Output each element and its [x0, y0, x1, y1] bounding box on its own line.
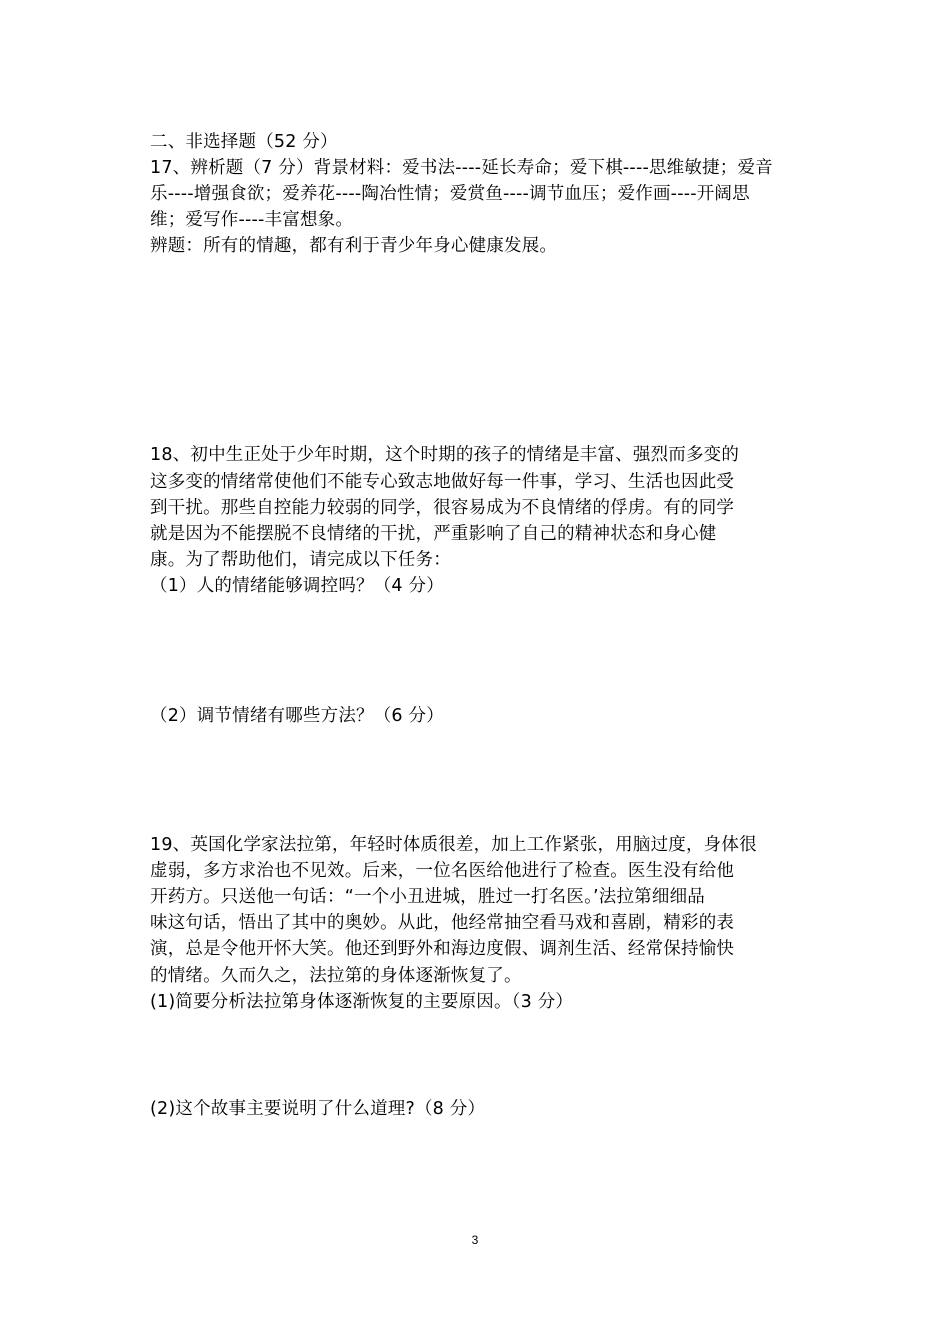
- q19-line: 演，总是令他开怀大笑。他还到野外和海边度假、调剂生活、经常保持愉快: [150, 939, 735, 959]
- q18-line: 18、初中生正处于少年时期，这个时期的孩子的情绪是丰富、强烈而多变的: [150, 445, 740, 465]
- q17-line: 17、辨析题（7 分）背景材料：爱书法----延长寿命；爱下棋----思维敏捷；爱音: [150, 158, 773, 178]
- q19-line: 19、英国化学家法拉第，年轻时体质很差，加上工作紧张，用脑过度，身体很: [150, 835, 757, 855]
- q17-line: 乐----增强食欲；爱养花----陶冶性情；爱赏鱼----调节血压；爱作画----开阔思: [150, 184, 750, 204]
- q18-line: 康。为了帮助他们，请完成以下任务：: [150, 550, 451, 570]
- q17-prompt: 辨题：所有的情趣，都有利于青少年身心健康发展。: [150, 236, 558, 256]
- section-header: 二、非选择题（52 分）: [150, 132, 338, 152]
- q18-subquestion-1: （1）人的情绪能够调控吗？（4 分）: [150, 576, 444, 596]
- page-number: 3: [471, 1233, 479, 1247]
- q18-subquestion-2: （2）调节情绪有哪些方法？（6 分）: [150, 706, 444, 726]
- q19-subquestion-1: (1)简要分析法拉第身体逐渐恢复的主要原因。（3 分）: [150, 992, 574, 1012]
- q17-line: 维；爱写作----丰富想象。: [150, 210, 354, 230]
- q18-line: 到干扰。那些自控能力较弱的同学，很容易成为不良情绪的俘虏。有的同学: [150, 498, 735, 518]
- q19-line: 虚弱，多方求治也不见效。后来，一位名医给他进行了检查。医生没有给他: [150, 861, 735, 881]
- q18-line: 这多变的情绪常使他们不能专心致志地做好每一件事，学习、生活也因此受: [150, 472, 735, 492]
- q19-subquestion-2: (2)这个故事主要说明了什么道理?（8 分）: [150, 1099, 486, 1119]
- q19-line: 的情绪。久而久之，法拉第的身体逐渐恢复了。: [150, 966, 522, 986]
- q18-line: 就是因为不能摆脱不良情绪的干扰，严重影响了自己的精神状态和身心健: [150, 524, 717, 544]
- q19-line: 味这句话，悟出了其中的奥妙。从此，他经常抽空看马戏和喜剧，精彩的表: [150, 913, 735, 933]
- q19-line: 开药方。只送他一句话：“一个小丑进城，胜过一打名医。’法拉第细细品: [150, 887, 705, 907]
